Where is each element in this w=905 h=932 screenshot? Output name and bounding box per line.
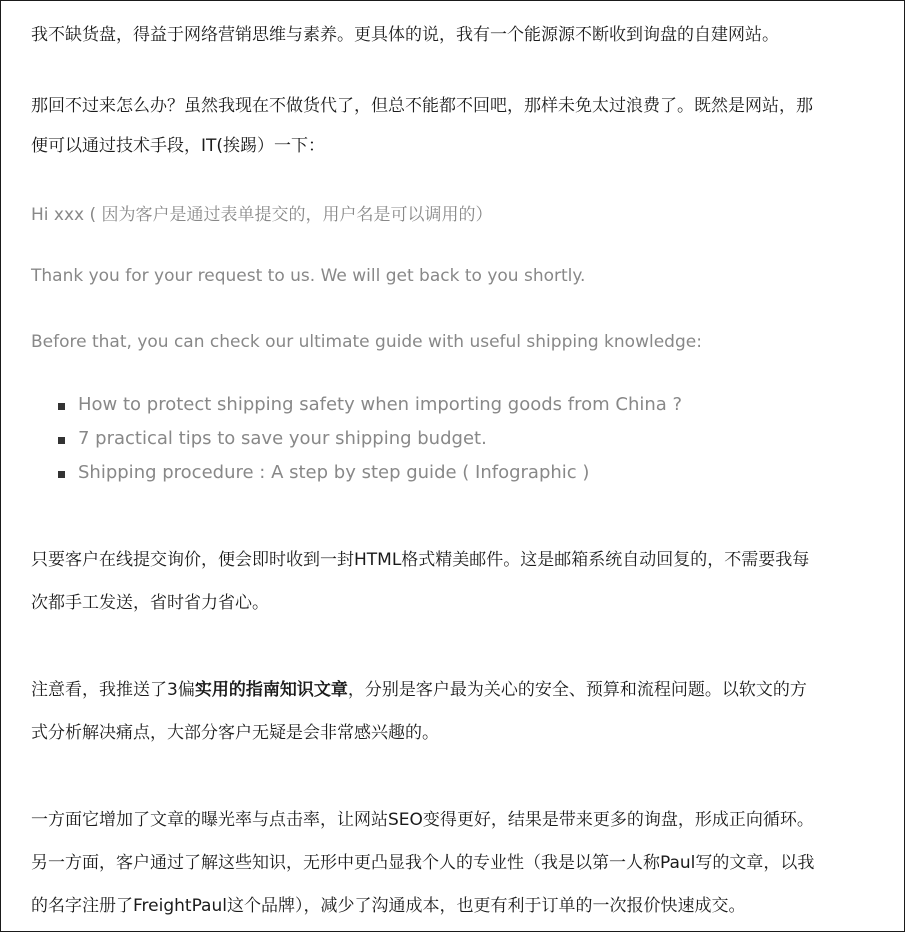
paragraph-articles-line2: 式分析解决痛点，大部分客户无疑是会非常感兴趣的。 (31, 723, 439, 743)
paragraph-autoreply-line1: 只要客户在线提交询价，便会即时收到一封HTML格式精美邮件。这是邮箱系统自动回复的，不需要我每 (31, 550, 810, 570)
articles-text-a: 注意看，我推送了3偏 (31, 680, 195, 700)
guide-link-procedure[interactable]: Shipping procedure : A step by step guide ( Infographic ) (78, 462, 590, 483)
email-greeting: Hi xxx ( 因为客户是通过表单提交的，用户名是可以调用的） (31, 205, 493, 225)
paragraph-articles-line1 (31, 675, 807, 700)
paragraph-reply-line2: 便可以通过技术手段，IT(挨踢）一下： (31, 136, 326, 156)
paragraph-seo-line2: 另一方面，客户通过了解这些知识，无形中更凸显我个人的专业性（我是以第一人称Paul写的文章，以我 (31, 853, 815, 873)
bullet-marker (58, 437, 65, 444)
paragraph-seo-line3: 的名字注册了FreightPaul这个品牌），减少了沟通成本，也更有利于订单的一次报价快速成交。 (31, 896, 746, 916)
bullet-marker (58, 471, 65, 478)
paragraph-reply-line1: 那回不过来怎么办？虽然我现在不做货代了，但总不能都不回吧，那样未免太过浪费了。既然是网站，那 (31, 96, 813, 116)
articles-text-b: ，分别是客户最为关心的安全、预算和流程问题。以软文的方 (347, 680, 807, 700)
paragraph-autoreply-line2: 次都手工发送，省时省力省心。 (31, 593, 269, 613)
email-thanks: Thank you for your request to us. We will get back to you shortly. (31, 266, 586, 286)
paragraph-intro: 我不缺货盘，得益于网络营销思维与素养。更具体的说，我有一个能源源不断收到询盘的自建网站。 (31, 25, 779, 45)
paragraph-seo-line1: 一方面它增加了文章的曝光率与点击率，让网站SEO变得更好，结果是带来更多的询盘，形成正向循环。 (31, 810, 814, 830)
guide-link-safety[interactable]: How to protect shipping safety when importing goods from China ? (78, 394, 683, 415)
email-before: Before that, you can check our ultimate guide with useful shipping knowledge: (31, 332, 702, 352)
bullet-marker (58, 403, 65, 410)
guide-link-budget[interactable]: 7 practical tips to save your shipping budget. (78, 428, 487, 449)
articles-text-bold: 实用的指南知识文章 (194, 680, 348, 700)
